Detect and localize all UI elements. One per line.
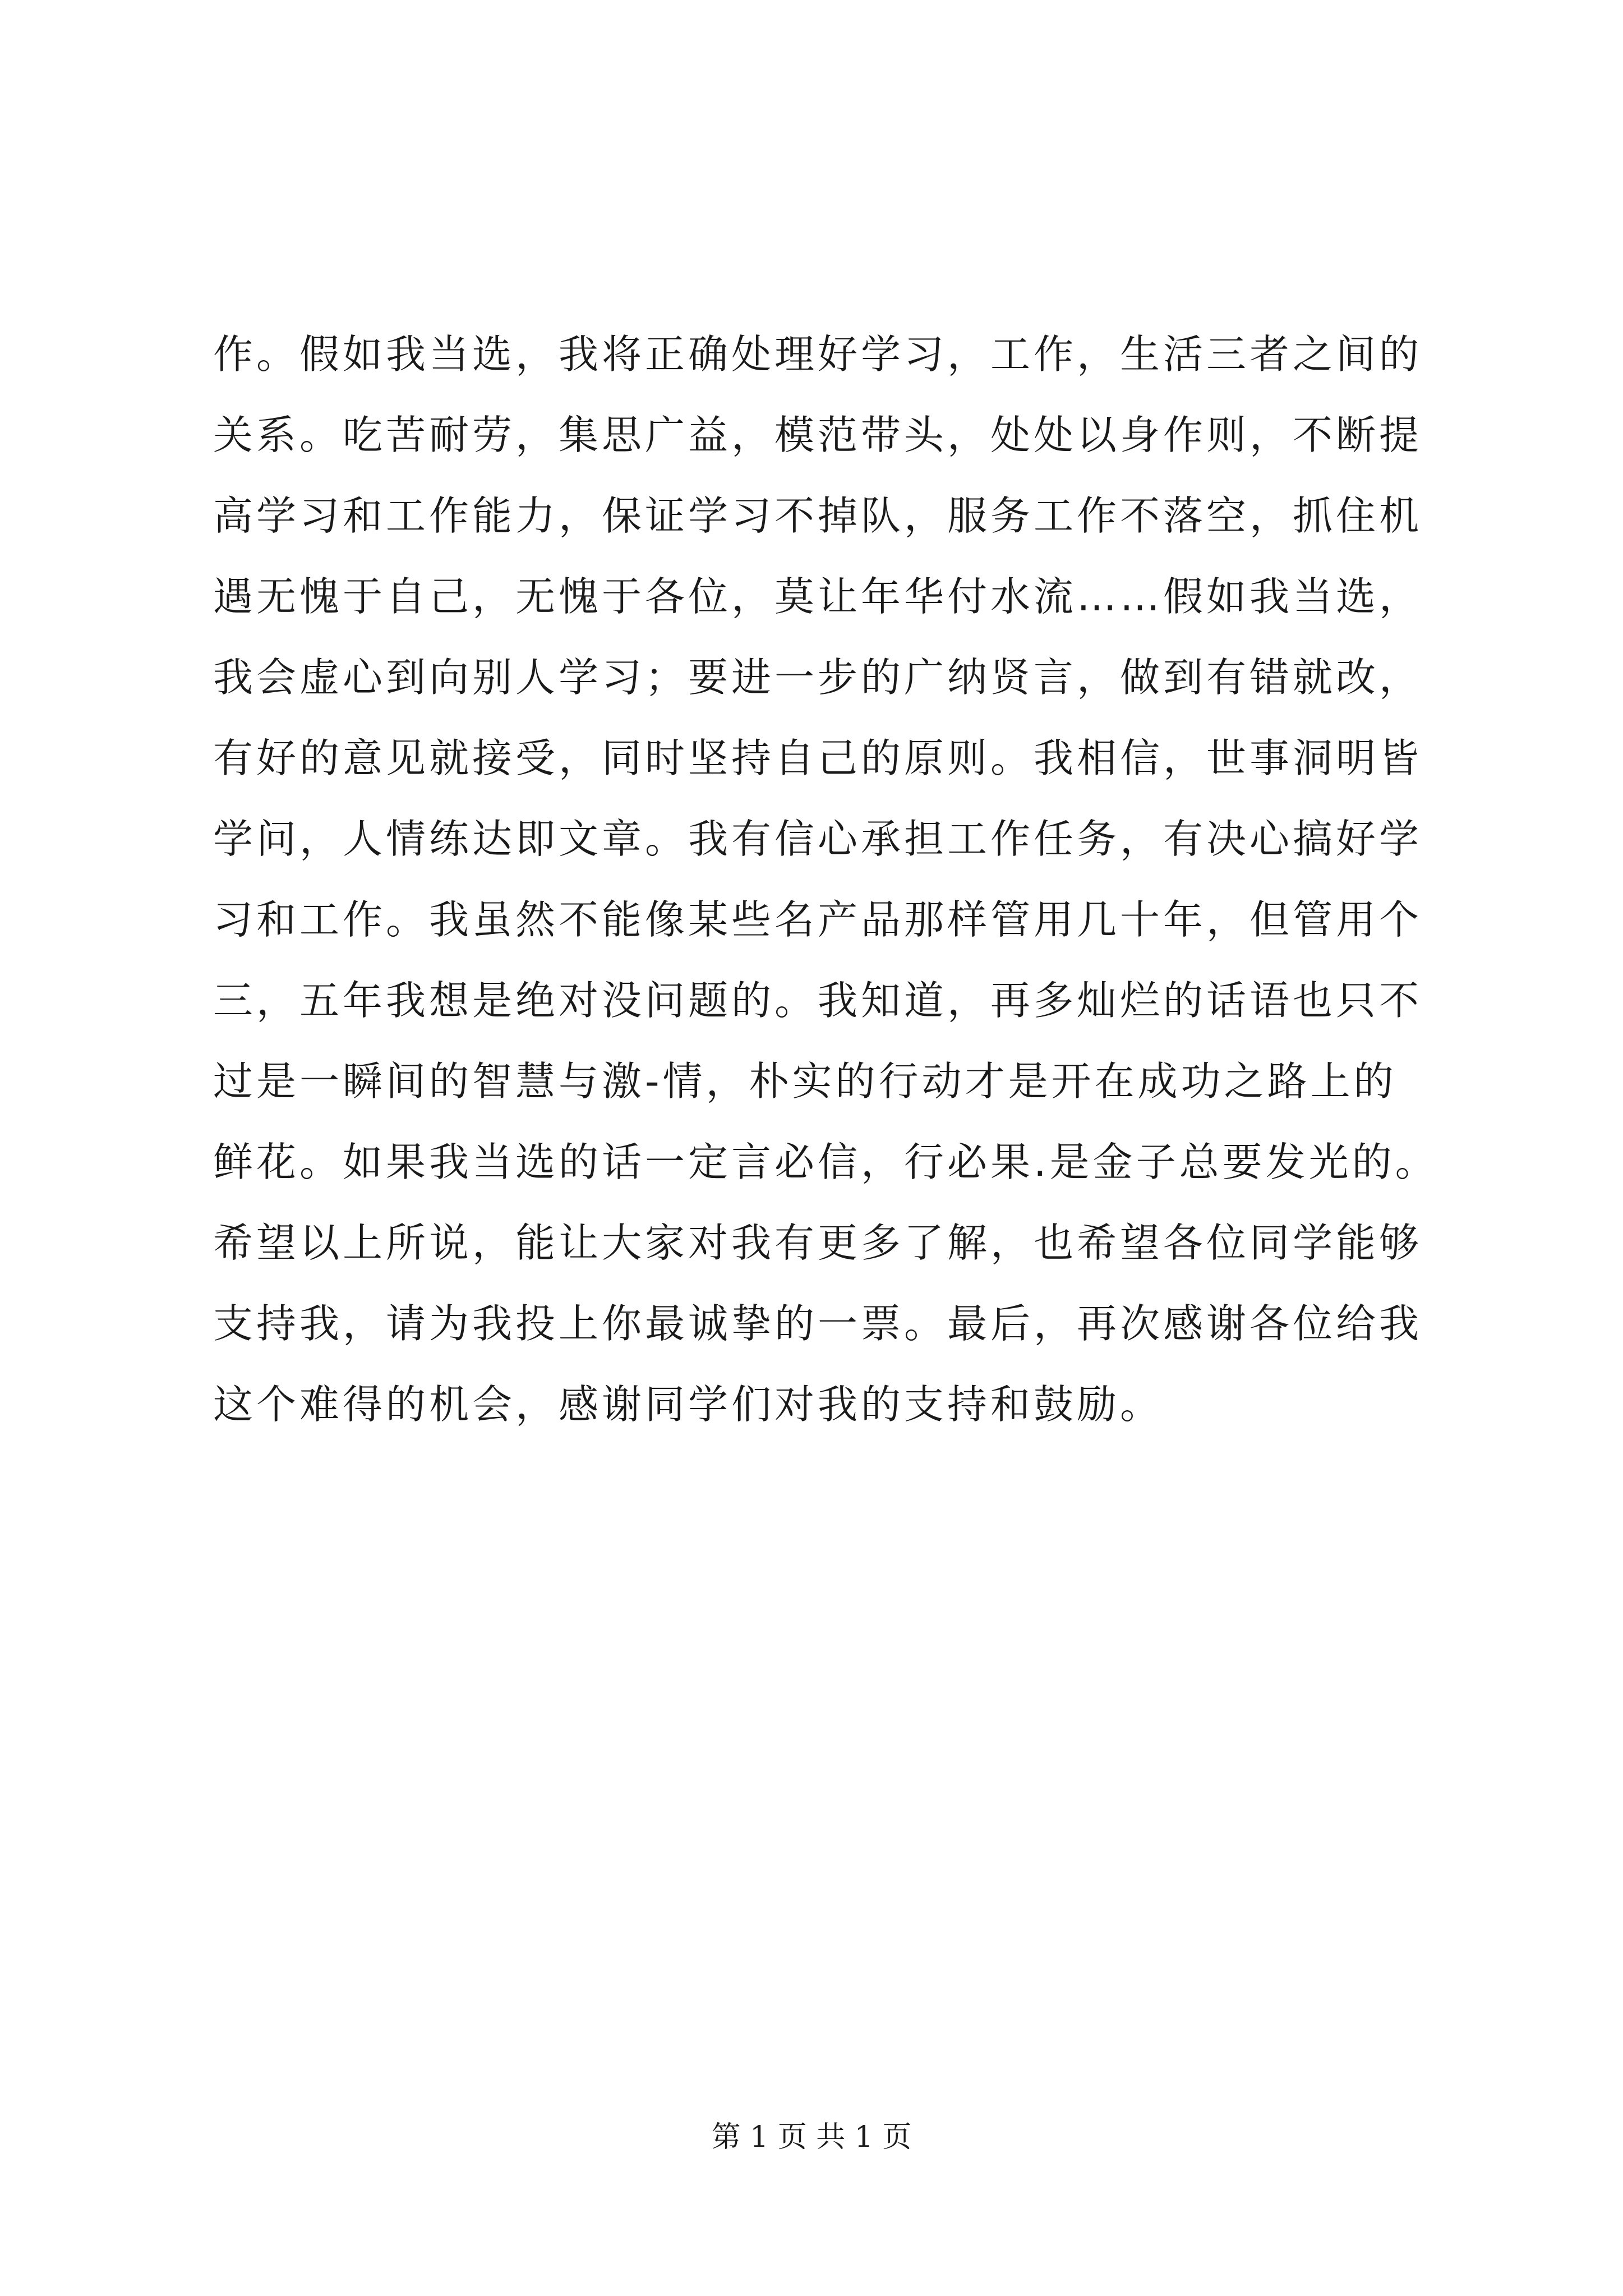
text-line: 关系。吃苦耐劳，集思广益，模范带头，处处以身作则，不断提	[213, 412, 1423, 458]
text-line: 三，五年我想是绝对没问题的。我知道，再多灿烂的话语也只不	[213, 977, 1423, 1024]
text-line: 过是一瞬间的智慧与激-情，朴实的行动才是开在成功之路上的	[213, 1058, 1397, 1105]
text-line: 作。假如我当选，我将正确处理好学习，工作，生活三者之间的	[213, 331, 1423, 378]
text-line: 希望以上所说，能让大家对我有更多了解，也希望各位同学能够	[213, 1220, 1423, 1266]
text-line: 有好的意见就接受，同时坚持自己的原则。我相信，世事洞明皆	[213, 735, 1423, 781]
page-footer	[0, 2118, 1623, 2157]
text-line: 支持我，请为我投上你最诚挚的一票。最后，再次感谢各位给我	[213, 1300, 1423, 1347]
text-line: 这个难得的机会，感谢同学们对我的支持和鼓励。	[213, 1381, 1164, 1428]
text-line: 学问，人情练达即文章。我有信心承担工作任务，有决心搞好学	[213, 816, 1423, 862]
text-line: 鲜花。如果我当选的话一定言必信，行必果.是金子总要发光的。	[213, 1139, 1438, 1185]
text-line: 高学习和工作能力，保证学习不掉队，服务工作不落空，抓住机	[213, 493, 1423, 539]
page-number: 第 1 页 共 1 页	[711, 2120, 912, 2154]
text-line: 我会虚心到向别人学习；要进一步的广纳贤言，做到有错就改，	[213, 654, 1423, 701]
text-line: 遇无愧于自己，无愧于各位，莫让年华付水流……假如我当选，	[213, 573, 1423, 620]
text-line: 习和工作。我虽然不能像某些名产品那样管用几十年，但管用个	[213, 896, 1423, 943]
body-text	[213, 314, 1438, 1445]
